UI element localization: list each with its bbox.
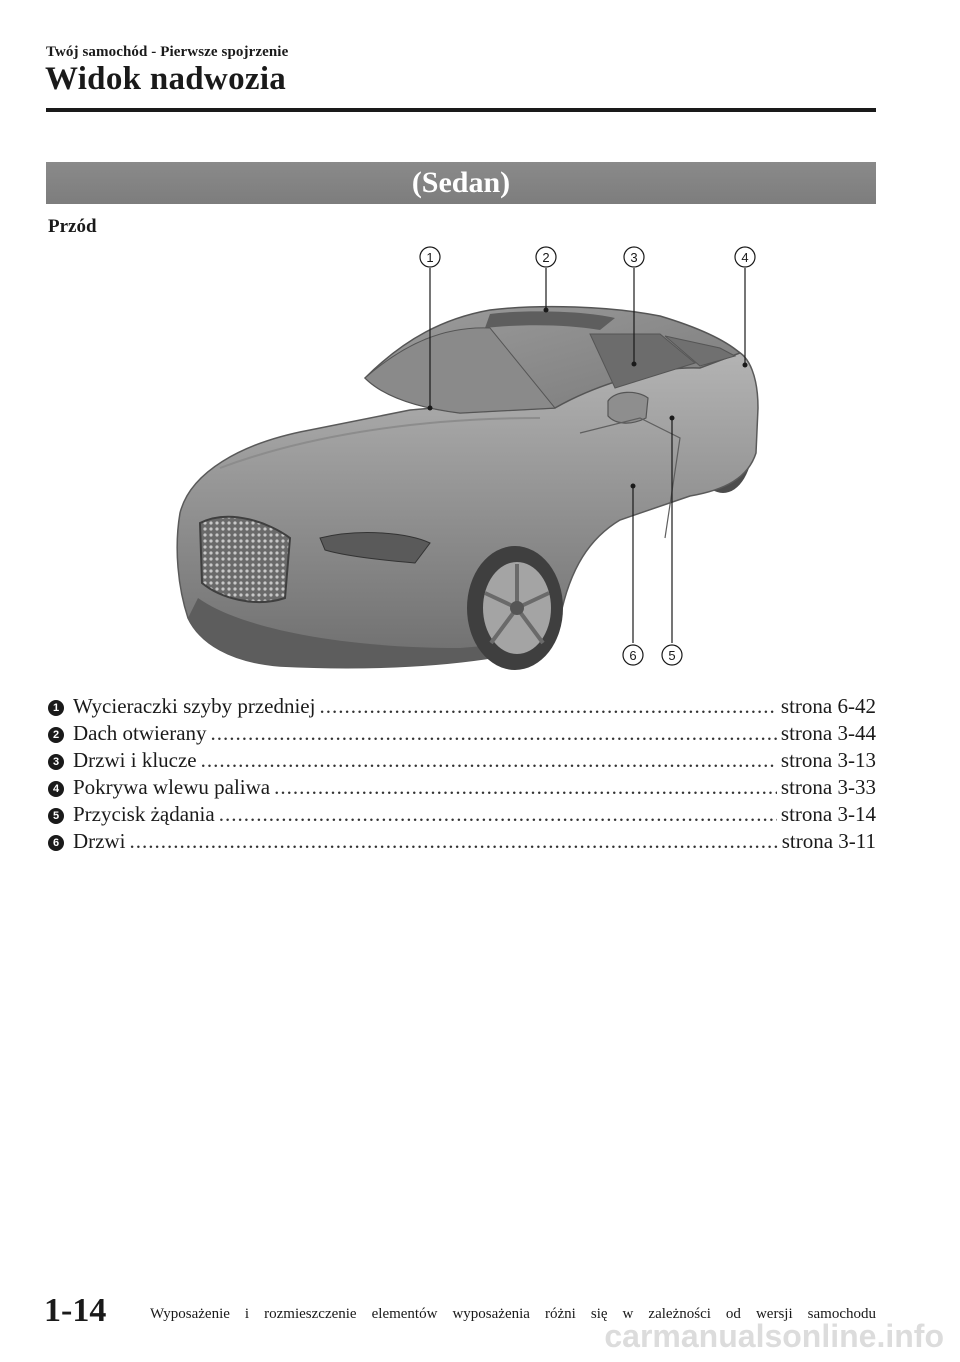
leader-dots xyxy=(129,828,777,855)
list-item xyxy=(48,747,876,774)
number-badge: 1 xyxy=(48,700,64,716)
svg-text:6: 6 xyxy=(629,648,637,663)
item-label: Dach otwierany xyxy=(73,721,207,745)
footer-note: Wyposażenie i rozmieszczenie elementów wyposażenia różni się w zależności od wersji samochodu xyxy=(150,1306,876,1322)
number-badge: 6 xyxy=(48,835,64,851)
page-reference: strona 3-11 xyxy=(781,829,876,853)
svg-text:5: 5 xyxy=(668,648,676,663)
leader-dots xyxy=(274,774,777,801)
list-item xyxy=(48,693,876,720)
section-subheading: Przód xyxy=(48,216,97,237)
parts-list xyxy=(48,693,876,855)
leader-dots xyxy=(219,801,777,828)
page-title: Widok nadwozia xyxy=(45,61,287,97)
svg-text:4: 4 xyxy=(741,250,749,265)
callout-6 xyxy=(623,645,643,665)
leader-dots xyxy=(211,720,777,747)
callout-4 xyxy=(735,247,755,267)
item-label: Drzwi i klucze xyxy=(73,748,197,772)
number-badge: 5 xyxy=(48,808,64,824)
list-item xyxy=(48,801,876,828)
svg-text:3: 3 xyxy=(630,250,638,265)
item-label: Wycieraczki szyby przedniej xyxy=(73,694,316,718)
number-badge: 3 xyxy=(48,754,64,770)
number-badge: 4 xyxy=(48,781,64,797)
number-badge: 2 xyxy=(48,727,64,743)
page-reference: strona 6-42 xyxy=(780,694,876,718)
svg-text:2: 2 xyxy=(542,250,550,265)
title-rule xyxy=(46,108,876,112)
page-reference: strona 3-13 xyxy=(780,748,876,772)
callout-5 xyxy=(662,645,682,665)
breadcrumb: Twój samochód - Pierwsze spojrzenie xyxy=(46,44,289,60)
section-banner: (Sedan) xyxy=(46,162,876,204)
svg-text:1: 1 xyxy=(426,250,434,265)
item-label: Przycisk żądania xyxy=(73,802,215,826)
leader-dots xyxy=(201,747,777,774)
item-label: Pokrywa wlewu paliwa xyxy=(73,775,271,799)
watermark: carmanualsonline.info xyxy=(604,1318,944,1354)
car-illustration xyxy=(160,238,780,678)
page-number: 1-14 xyxy=(44,1292,107,1329)
callout-3 xyxy=(624,247,644,267)
leader-dots xyxy=(319,693,776,720)
callout-1 xyxy=(420,247,440,267)
page-reference: strona 3-33 xyxy=(780,775,876,799)
list-item xyxy=(48,828,876,855)
item-label: Drzwi xyxy=(73,829,126,853)
list-item xyxy=(48,720,876,747)
page-reference: strona 3-44 xyxy=(780,721,876,745)
page-reference: strona 3-14 xyxy=(780,802,876,826)
car-body xyxy=(177,307,758,670)
list-item xyxy=(48,774,876,801)
callout-2 xyxy=(536,247,556,267)
